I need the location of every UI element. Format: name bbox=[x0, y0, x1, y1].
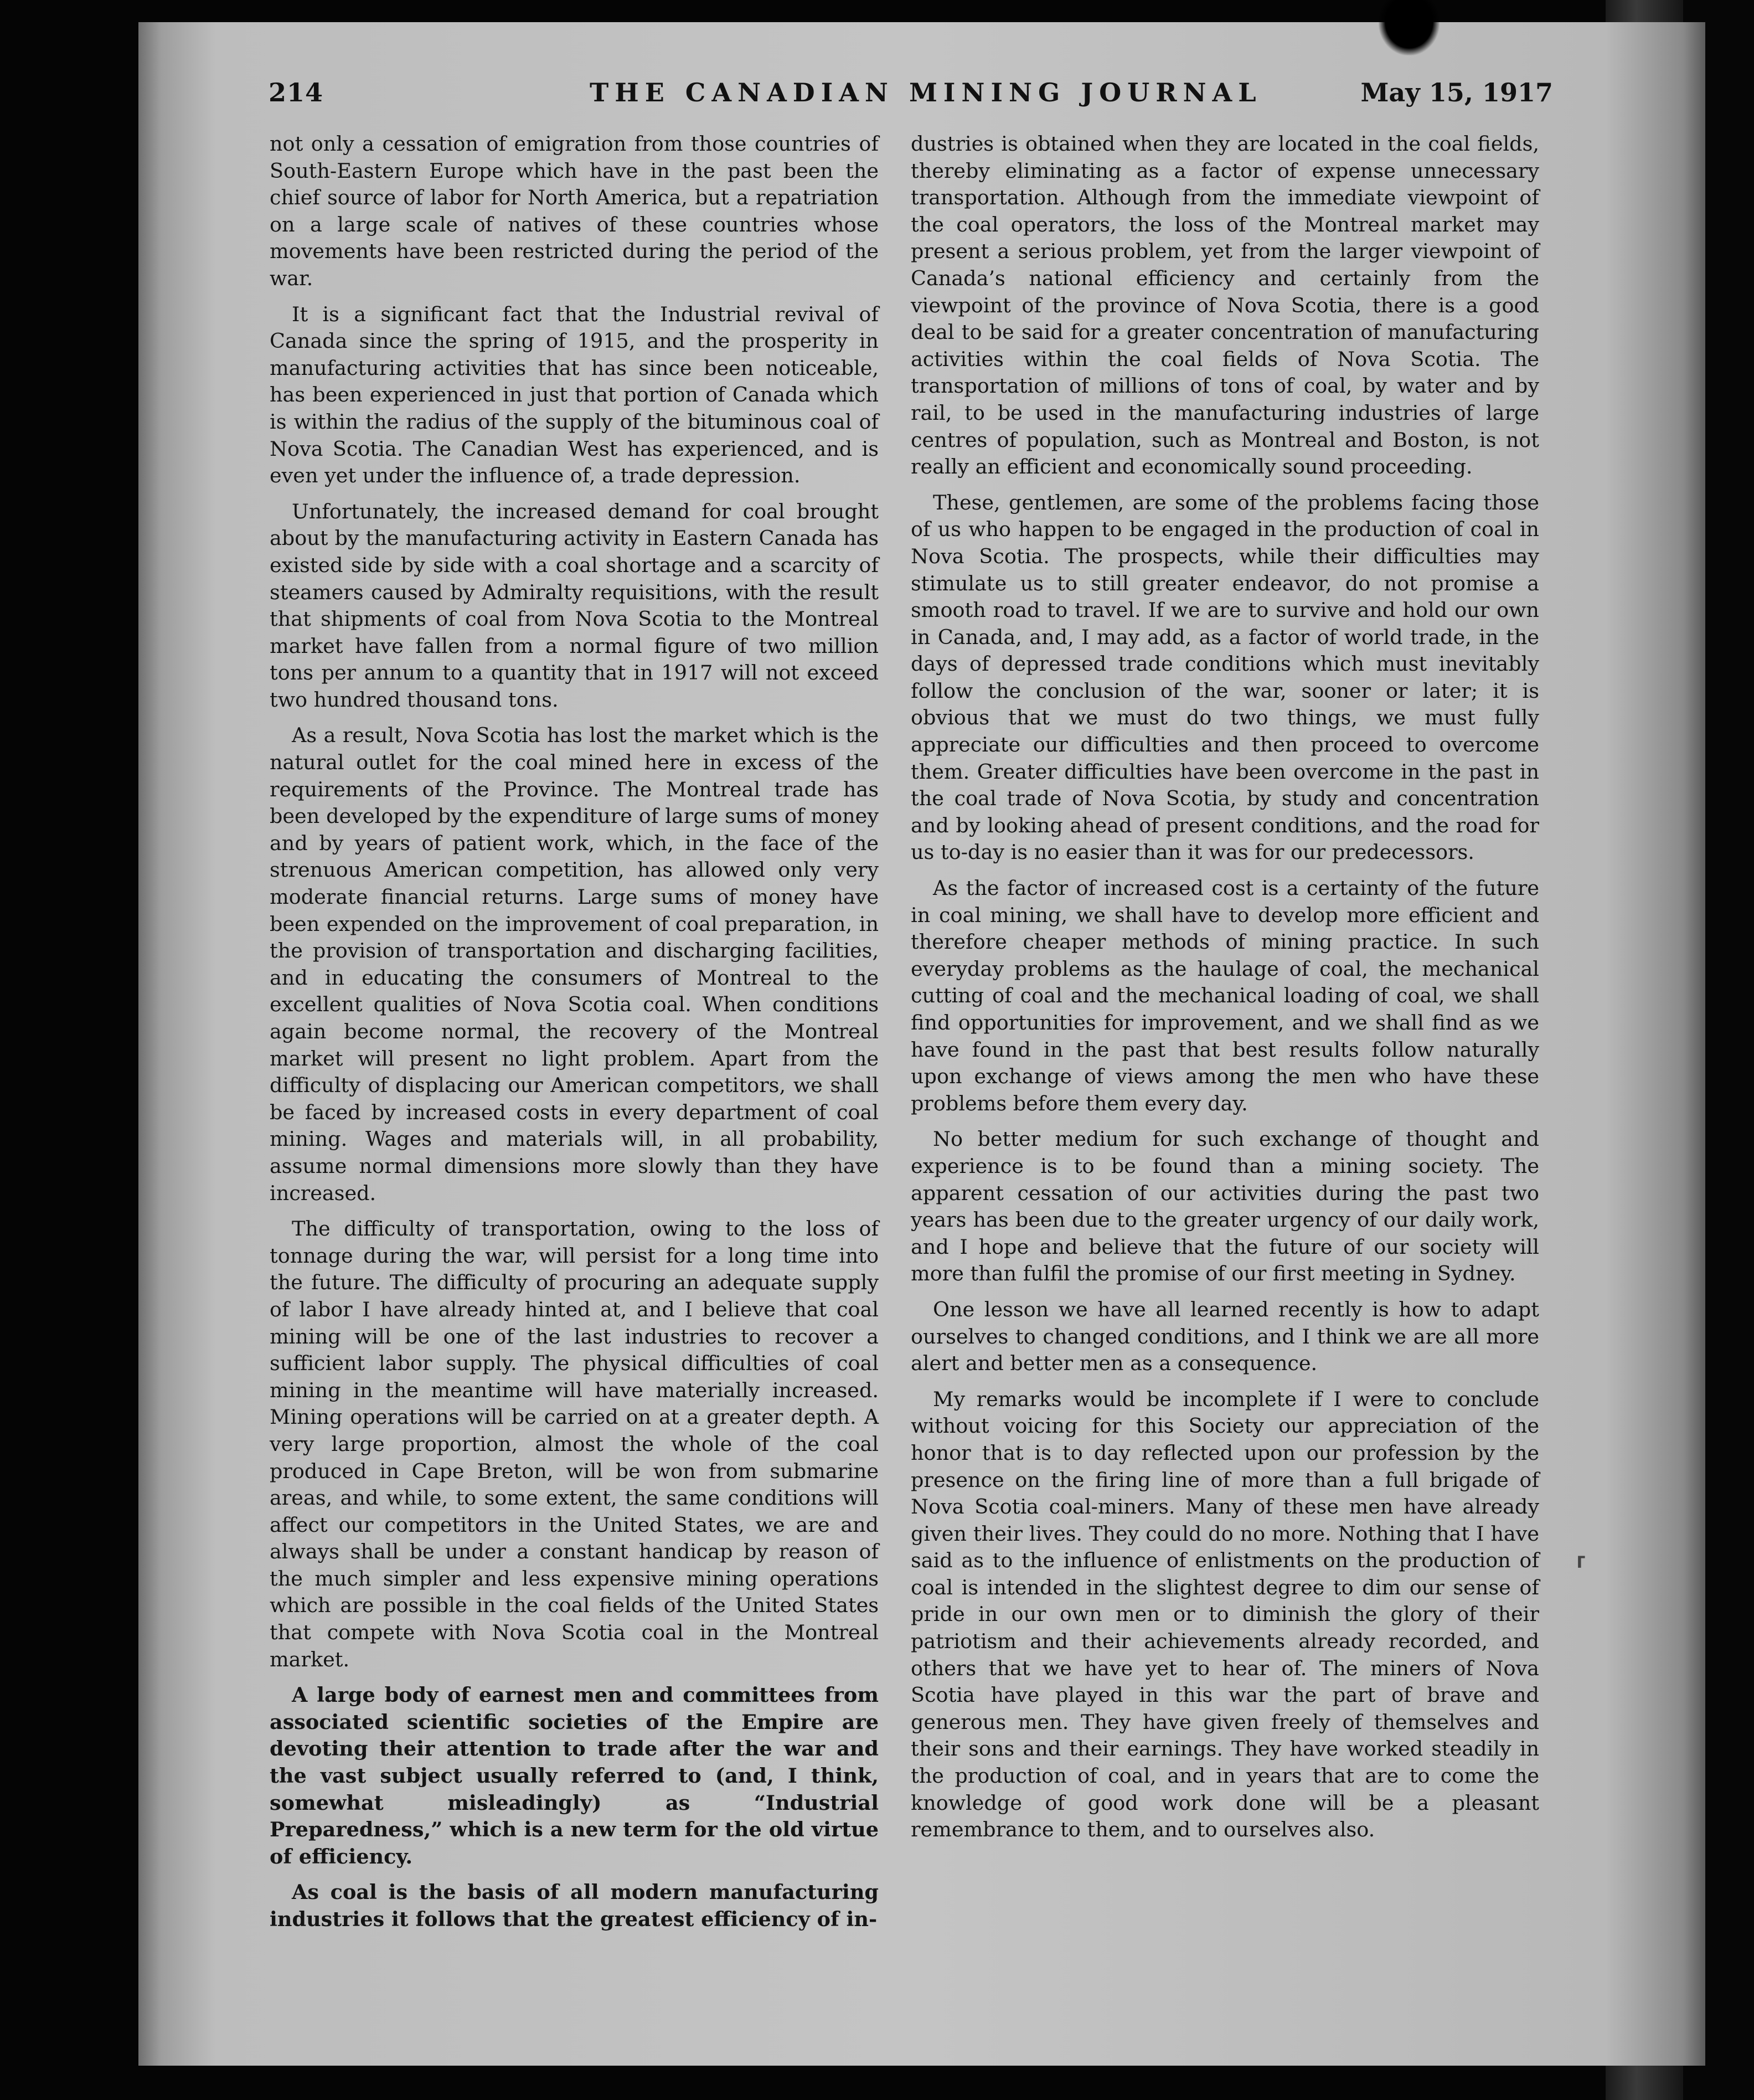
ink-blot-mark bbox=[1379, 0, 1440, 55]
paragraph: dustries is obtained when they are located in the coal fields, thereby eliminating as a factor of expense unnecessary transportation. Although from the immediate viewpoint of the coal operators, the loss of the Montreal market may present a serious problem, yet from the larger viewpoint of Canada’s national efficiency and certainly from the viewpoint of the province of Nova Scotia, there is a good deal to be said for a greater concentration of manufacturing activities within the coal fields of Nova Scotia. The transportation of millions of tons of coal, by water and by rail, to be used in the manufacturing industries of large centres of population, such as Montreal and Boston, is not really an efficient and economically sound proceeding. bbox=[911, 132, 1539, 479]
journal-title: THE CANADIAN MINING JOURNAL bbox=[590, 78, 1262, 107]
paragraph: Unfortunately, the increased demand for coal brought about by the manufacturing activity in Eastern Canada has existed side by side with a coal shortage and a scarcity of steamers caused by Admiralty requisitions, with the result that shipments of coal from Nova Scotia to the Montreal market have fallen from a normal figure of two million tons per annum to a quantity that in 1917 will not exceed two hundred thousand tons. bbox=[270, 499, 879, 712]
paragraph: not only a cessation of emigration from those countries of South-Eastern Europe which have in the past been the chief source of labor for North America, but a repatriation on a large scale of natives of these countries whose movements have been restricted during the period of the war. bbox=[270, 132, 879, 290]
right-column bbox=[911, 131, 1539, 1852]
paragraph: These, gentlemen, are some of the problems facing those of us who happen to be engaged in the production of coal in Nova Scotia. The prospects, while their difficulties may stimulate us to still greater endeavor, do not promise a smooth road to travel. If we are to survive and hold our own in Canada, and, I may add, as a factor of world trade, in the days of depressed trade conditions which must inevitably follow the conclusion of the war, sooner or later; it is obvious that we must do two things, we must fully appreciate our difficulties and then proceed to overcome them. Greater difficulties have been overcome in the past in the coal trade of Nova Scotia, by study and concentration and by looking ahead of present conditions, and the road for us to-day is no easier than it was for our predecessors. bbox=[911, 490, 1539, 864]
issue-date: May 15, 1917 bbox=[1360, 78, 1553, 107]
paragraph: My remarks would be incomplete if I were to conclude without voicing for this Society our appreciation of the honor that is to day reflected upon our profession by the presence on the firing line of more than a full brigade of Nova Scotia coal-miners. Many of these men have already given their lives. They could do no more. Nothing that I have said as to the influence of enlistments on the production of coal is intended in the slightest degree to dim our sense of pride in our own men or to diminish the glory of their patriotism and their achievements already recorded, and others that we have yet to hear of. The miners of Nova Scotia have played in this war the part of brave and generous men. They have given freely of themselves and their sons and their earnings. They have worked steadily in the production of coal, and in years that are to come the knowledge of good work done will be a pleasant remembrance to them, and to ourselves also. bbox=[911, 1387, 1539, 1842]
paragraph: One lesson we have all learned recently is how to adapt ourselves to changed conditions, and I think we are all more alert and better men as a consequence. bbox=[911, 1297, 1539, 1376]
page-number: 214 bbox=[269, 78, 324, 107]
paragraph: No better medium for such exchange of thought and experience is to be found than a mining society. The apparent cessation of our activities during the past two years has been due to the greater urgency of our daily work, and I hope and believe that the future of our society will more than fulfil the promise of our first meeting in Sydney. bbox=[911, 1127, 1539, 1286]
paragraph: It is a significant fact that the Industrial revival of Canada since the spring of 1915, and the prosperity in manufacturing activities that has since been noticeable, has been experienced in just that portion of Canada which is within the radius of the supply of the bituminous coal of Nova Scotia. The Canadian West has experienced, and is even yet under the influence of, a trade depression. bbox=[270, 302, 879, 488]
paragraph: A large body of earnest men and committees from associated scientific societies of the Empire are devoting their attention to trade after the war and the vast subject usually referred to (and, I think, somewhat misleadingly) as “Industrial Preparedness,” which is a new term for the old virtue of efficiency. bbox=[270, 1683, 879, 1869]
running-header bbox=[269, 78, 1553, 122]
paragraph: As coal is the basis of all modern manufacturing industries it follows that the greatest efficiency of in- bbox=[270, 1880, 879, 1931]
paragraph: The difficulty of transportation, owing to the loss of tonnage during the war, will persist for a long time into the future. The difficulty of procuring an adequate supply of labor I have already hinted at, and I believe that coal mining will be one of the last industries to recover a sufficient labor supply. The physical difficulties of coal mining in the meantime will have materially increased. Mining operations will be carried on at a greater depth. A very large proportion, almost the whole of the coal produced in Cape Breton, will be won from submarine areas, and while, to some extent, the same conditions will affect our competitors in the United States, we are and always shall be under a constant handicap by reason of the much simpler and less expensive mining operations which are possible in the coal fields of the United States that compete with Nova Scotia coal in the Montreal market. bbox=[270, 1217, 879, 1671]
paragraph: As a result, Nova Scotia has lost the market which is the natural outlet for the coal mined here in excess of the requirements of the Province. The Montreal trade has been developed by the expenditure of large sums of money and by years of patient work, which, in the face of the strenuous American competition, has allowed only very moderate financial returns. Large sums of money have been expended on the improvement of coal preparation, in the provision of transportation and discharging facilities, and in educating the consumers of Montreal to the excellent qualities of Nova Scotia coal. When conditions again become normal, the recovery of the Montreal market will present no light problem. Apart from the difficulty of displacing our American competitors, we shall be faced by increased costs in every department of coal mining. Wages and materials will, in all probability, assume normal dimensions more slowly than they have increased. bbox=[270, 723, 879, 1205]
paragraph: As the factor of increased cost is a certainty of the future in coal mining, we shall have to develop more efficient and therefore cheaper methods of mining practice. In such everyday problems as the haulage of coal, the mechanical cutting of coal and the mechanical loading of coal, we shall find opportunities for improvement, and we shall find as we have found in the past that best results follow naturally upon exchange of views among the men who have these problems before them every day. bbox=[911, 876, 1539, 1115]
left-column bbox=[270, 131, 879, 1942]
margin-mark: ⸢ bbox=[1575, 1551, 1588, 1589]
